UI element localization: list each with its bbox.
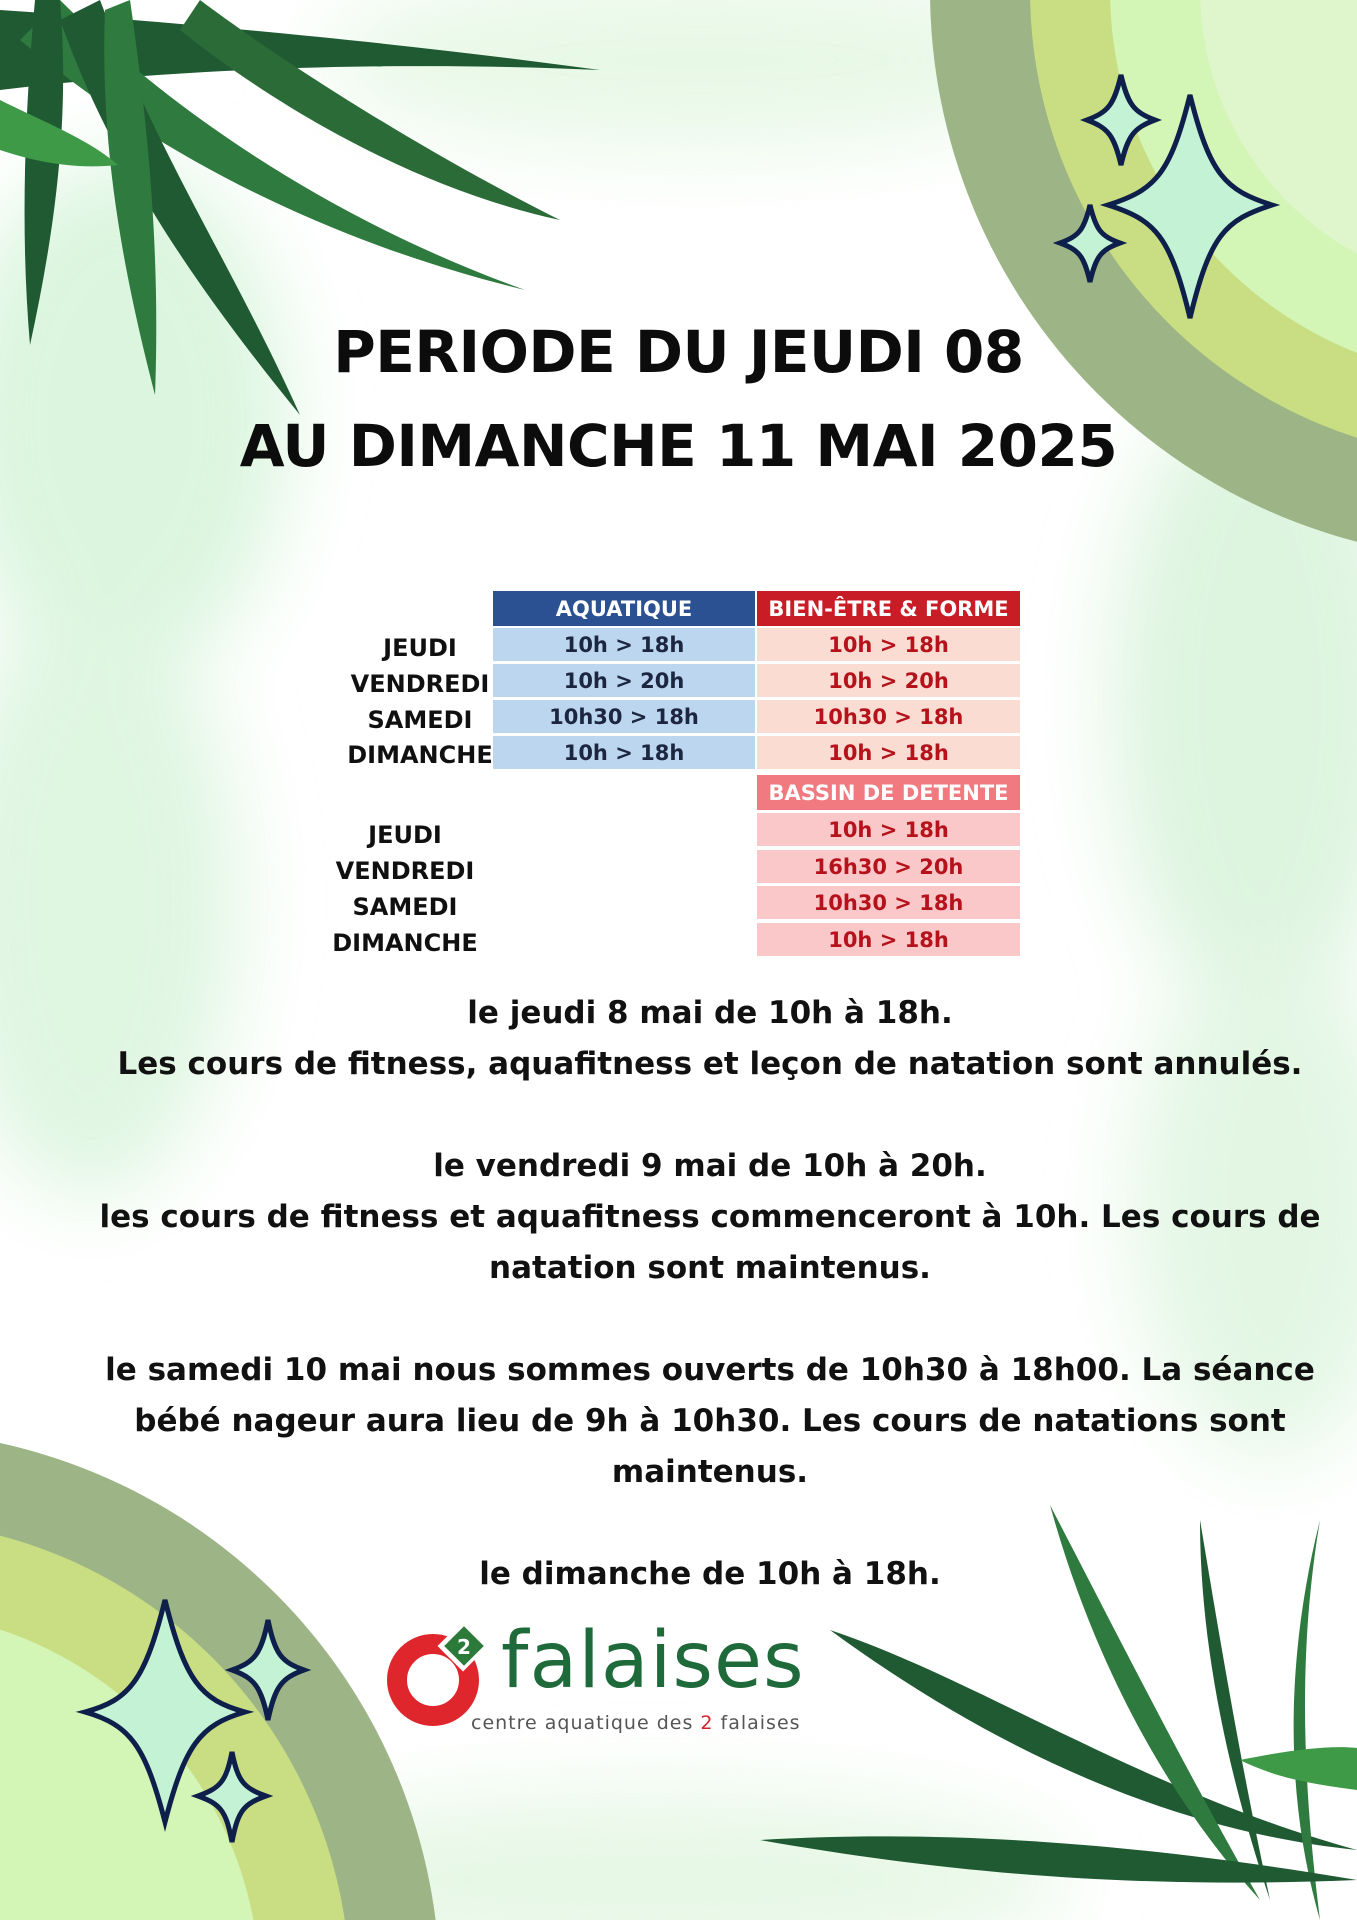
title-line-2: AU DIMANCHE 11 MAI 2025: [239, 412, 1118, 480]
note-jeudi-hours: le jeudi 8 mai de 10h à 18h.: [467, 995, 953, 1031]
day-label-jeudi: JEUDI: [383, 634, 457, 662]
page-title: [0, 305, 1357, 493]
day-label-samedi: SAMEDI: [367, 706, 473, 734]
header-aquatique: AQUATIQUE: [493, 591, 755, 626]
bassin-samedi: 10h30 > 18h: [757, 884, 1020, 919]
logo: [385, 1616, 825, 1740]
aquatique-jeudi: 10h > 18h: [493, 626, 755, 661]
day-label-samedi-bassin: SAMEDI: [352, 893, 458, 921]
header-bien-etre: BIEN-ÊTRE & FORME: [757, 591, 1020, 626]
day-label-vendredi: VENDREDI: [350, 670, 490, 698]
note-vendredi-hours: le vendredi 9 mai de 10h à 20h.: [433, 1148, 987, 1184]
logo-tagline-start: centre aquatique des: [471, 1712, 701, 1734]
aquatique-samedi: 10h30 > 18h: [493, 698, 755, 733]
bien-etre-vendredi: 10h > 20h: [757, 662, 1020, 697]
logo-name: falaises: [501, 1616, 805, 1706]
logo-tagline: [471, 1712, 801, 1734]
note-dimanche: le dimanche de 10h à 18h.: [479, 1556, 941, 1592]
note-jeudi-details: Les cours de fitness, aquafitness et leçon de natation sont annulés.: [117, 1046, 1303, 1082]
note-samedi: le samedi 10 mai nous sommes ouverts de 10h30 à 18h00. La séance bébé nageur aura lieu de 9h à 10h30. Les cours de natations sont maintenus.: [105, 1352, 1315, 1490]
day-label-vendredi-bassin: VENDREDI: [335, 857, 475, 885]
bien-etre-jeudi: 10h > 18h: [757, 626, 1020, 661]
title-line-1: PERIODE DU JEUDI 08: [333, 318, 1024, 386]
day-label-dimanche: DIMANCHE: [347, 741, 493, 769]
day-label-jeudi-bassin: JEUDI: [368, 821, 442, 849]
bassin-vendredi: 16h30 > 20h: [757, 848, 1020, 883]
aquatique-vendredi: 10h > 20h: [493, 662, 755, 697]
logo-tagline-end: falaises: [713, 1712, 801, 1734]
logo-tagline-number: 2: [700, 1712, 714, 1734]
bien-etre-dimanche: 10h > 18h: [757, 734, 1020, 769]
bien-etre-samedi: 10h30 > 18h: [757, 698, 1020, 733]
aquatique-dimanche: 10h > 18h: [493, 734, 755, 769]
note-vendredi-details: les cours de fitness et aquafitness commenceront à 10h. Les cours de natation sont maintenus.: [99, 1199, 1321, 1286]
bassin-dimanche: 10h > 18h: [757, 921, 1020, 956]
header-bassin-detente: BASSIN DE DETENTE: [757, 775, 1020, 810]
logo-badge-number: 2: [457, 1635, 471, 1659]
bassin-jeudi: 10h > 18h: [757, 811, 1020, 846]
opening-notes: [40, 988, 1357, 1600]
day-label-dimanche-bassin: DIMANCHE: [332, 929, 478, 957]
